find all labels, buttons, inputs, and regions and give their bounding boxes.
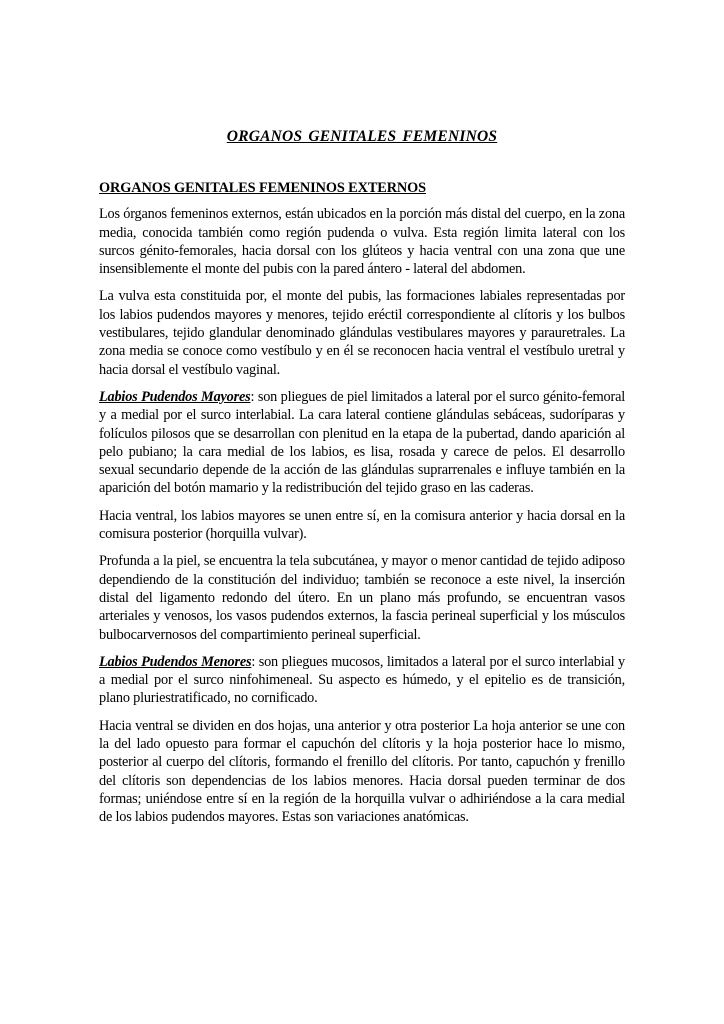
paragraph-lead-labios-mayores: Labios Pudendos Mayores	[99, 388, 251, 405]
paragraph-text: La vulva esta constituida por, el monte del pubis, las formaciones labiales representadas por los labios pudendos mayores y menores, tejido eréctil correspondiente al clítoris y los bulbos vestibulares, tejido glandular denominado glándulas vestibulares mayores y parauretrales. La zona media se conoce como vestíbulo y en él se reconocen hacia ventral el vestíbulo uretral y hacia dorsal el vestíbulo vaginal.	[99, 288, 625, 378]
document-title-text: ORGANOS GENITALES FEMENINOS	[226, 128, 498, 145]
paragraph-intro-location	[99, 205, 625, 278]
paragraph-text: Los órganos femeninos externos, están ubicados en la porción más distal del cuerpo, en la zona media, conocida también como región pudenda o vulva. Esta región limita lateral con los surcos génito-femorales, hacia dorsal con los glúteos y hacia ventral con una zona que une insensiblemente el monte del pubis con la pared ántero - lateral del abdomen.	[99, 206, 625, 278]
paragraph-labios-mayores	[99, 388, 625, 498]
paragraph-vulva-composition	[99, 287, 625, 378]
paragraph-tela-subcutanea	[99, 552, 625, 643]
paragraph-text: : son pliegues de piel limitados a lateral por el surco génito-femoral y a medial por el surco interlabial. La cara lateral contiene glándulas sebáceas, sudoríparas y folículos pilosos que se desarrollan con plenitud en la etapa de la pubertad, dando aparición al pelo pubiano; la cara medial de los labios, es lisa, rosada y carece de pelos. El desarrollo sexual secundario depende de la acción de las glándulas suprarrenales e influye también en la aparición del botón mamario y la redistribución del tejido graso en las caderas.	[99, 388, 625, 497]
document-title	[99, 127, 625, 146]
paragraph-text: : son pliegues mucosos, limitados a lateral por el surco interlabial y a medial por el surco ninfohimeneal. Su aspecto es húmedo, y el epitelio es de transición, plano pluriestratificado, no cornificado.	[99, 653, 625, 707]
paragraph-text: Hacia ventral, los labios mayores se unen entre sí, en la comisura anterior y hacia dorsal en la comisura posterior (horquilla vulvar).	[99, 507, 625, 543]
paragraph-hojas-clitoris	[99, 717, 625, 827]
section-heading	[99, 179, 625, 197]
paragraph-lead-labios-menores: Labios Pudendos Menores	[99, 653, 252, 670]
section-heading-text: ORGANOS GENITALES FEMENINOS EXTERNOS	[99, 180, 427, 196]
paragraph-text: Hacia ventral se dividen en dos hojas, una anterior y otra posterior La hoja anterior se une con la del lado opuesto para formar el capuchón del clítoris y la hoja posterior hace lo mismo, posterior al cuerpo del clítoris, formando el frenillo del clítoris. Por tanto, capuchón y frenillo del clítoris son dependencias de los labios menores. Hacia dorsal pueden terminar de dos formas; uniéndose entre sí en la región de la horquilla vulvar o adhiriéndose a la cara medial de los labios pudendos mayores. Estas son variaciones anatómicas.	[99, 717, 625, 826]
paragraph-text: Profunda a la piel, se encuentra la tela subcutánea, y mayor o menor cantidad de tejido adiposo dependiendo de la constitución del individuo; también se reconoce a este nivel, la inserción distal del ligamento redondo del útero. En un plano más profundo, se encuentran vasos arteriales y venosos, los vasos pudendos externos, la fascia perineal superficial y los músculos bulbocarvernosos del compartimiento perineal superficial.	[99, 553, 625, 643]
paragraph-comisuras	[99, 507, 625, 544]
paragraph-labios-menores	[99, 653, 625, 708]
